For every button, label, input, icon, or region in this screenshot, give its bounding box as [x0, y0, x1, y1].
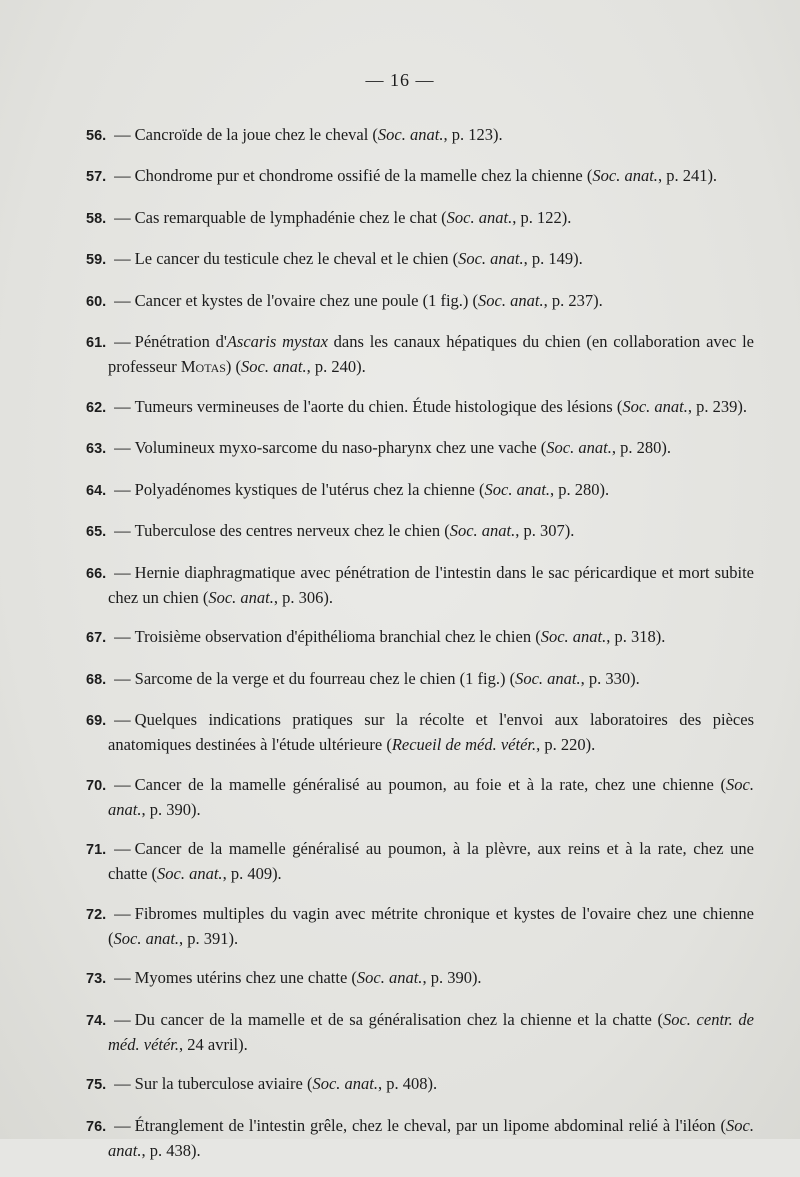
entry-number: 66.: [86, 565, 107, 582]
bibliography-entry: [86, 478, 754, 503]
entry-citation-italic: Soc. anat.: [377, 124, 444, 144]
bibliography-entry: [86, 708, 754, 756]
entry-citation-italic: Soc. anat.: [458, 249, 524, 268]
entry-text: , p. 280).: [611, 438, 671, 457]
entry-dash: —: [114, 166, 131, 185]
entry-citation-italic: Soc. anat.: [622, 396, 688, 416]
entry-text: , p. 409).: [222, 864, 282, 883]
entry-text: , p. 239).: [687, 396, 747, 416]
entry-number: 62.: [86, 399, 107, 416]
entry-citation-italic: Soc. anat.: [592, 166, 658, 185]
bibliography-entry: [86, 837, 754, 885]
entry-text: , 24 avril).: [179, 1034, 248, 1054]
entry-text: Troisième observation d'épithélioma branchial chez le chien (: [134, 627, 541, 646]
bibliography-entry: [86, 123, 754, 148]
entry-citation-italic: Soc. anat.: [108, 1115, 754, 1160]
entry-text: , p. 122).: [512, 207, 572, 227]
entry-number: 72.: [86, 906, 107, 923]
entry-citation-italic: Soc. anat.: [208, 587, 274, 607]
bibliography-entry: [86, 902, 754, 950]
entry-number: 74.: [86, 1012, 107, 1029]
entry-text: , p. 438).: [141, 1140, 201, 1160]
entry-text: , p. 408).: [377, 1074, 438, 1093]
entry-number: 61.: [86, 335, 107, 351]
entry-citation-italic: Soc. anat.: [113, 928, 180, 948]
entry-dash: —: [114, 839, 131, 858]
entry-number: 70.: [86, 777, 107, 794]
bibliography-entry: [86, 247, 754, 272]
entry-text: Fibromes multiples du vagin avec métrite chronique et kystes de l'ovaire chez une chienne (: [108, 903, 754, 948]
bibliography-entry: [86, 330, 754, 378]
entry-number: 60.: [86, 293, 107, 310]
entry-number: 71.: [86, 842, 107, 858]
bibliography-entry: [86, 773, 754, 821]
entry-number: 63.: [86, 441, 107, 457]
entry-text: Hernie diaphragmatique avec pénétration de l'intestin dans le sac péricardique et mort subite chez un chien (: [108, 562, 754, 607]
entry-dash: —: [114, 521, 131, 540]
entry-text: , p. 149).: [523, 249, 583, 268]
entry-dash: —: [114, 668, 131, 688]
entry-number: 64.: [86, 482, 107, 499]
entry-text: , p. 391).: [179, 928, 239, 948]
entry-citation-italic: Soc. anat.: [449, 521, 516, 540]
entry-number: 76.: [86, 1118, 107, 1135]
entry-text: Le cancer du testicule chez le cheval et le chien (: [134, 249, 459, 268]
entry-text: Étranglement de l'intestin grêle, chez le cheval, par un lipome abdominal relié à l'iléon (: [134, 1115, 727, 1135]
entry-citation-italic: Soc. anat.: [241, 357, 307, 376]
entry-text: Tuberculose des centres nerveux chez le chien (: [134, 521, 450, 540]
entry-dash: —: [114, 627, 131, 646]
entry-number: 68.: [86, 671, 107, 688]
entry-text: dans les canaux hépatiques du chien (en collaboration avec le professeur: [108, 332, 754, 376]
entry-text: Cancer de la mamelle généralisé au poumon, au foie et à la rate, chez une chienne (: [134, 774, 727, 794]
entry-citation-italic: Soc. anat.: [478, 290, 544, 310]
bibliography-entry: [86, 206, 754, 231]
entry-text: , p. 220).: [536, 735, 596, 754]
entry-text: Pénétration d': [134, 332, 227, 351]
bibliography-list: [86, 106, 754, 1177]
entry-dash: —: [114, 562, 131, 582]
entry-text: , p. 390).: [422, 968, 482, 987]
entry-dash: —: [114, 438, 131, 457]
entry-dash: —: [114, 968, 131, 987]
bibliography-entry: [86, 436, 754, 461]
entry-citation-italic: Soc. anat.: [108, 774, 754, 819]
entry-text: Polyadénomes kystiques de l'utérus chez la chienne (: [134, 479, 485, 499]
entry-dash: —: [114, 1074, 131, 1093]
entry-text: , p. 318).: [606, 627, 666, 646]
entry-citation-italic: Soc. anat.: [446, 207, 513, 227]
entry-number: 69.: [86, 713, 107, 729]
entry-dash: —: [114, 249, 131, 268]
entry-author-smallcaps: Motas: [180, 357, 226, 376]
entry-dash: —: [114, 1115, 131, 1135]
entry-text: Du cancer de la mamelle et de sa généralisation chez la chienne et la chatte (: [134, 1009, 663, 1029]
entry-text: Sur la tuberculose aviaire (: [134, 1074, 313, 1093]
entry-citation-italic: Soc. anat.: [546, 438, 612, 457]
entry-text: , p. 241).: [657, 166, 718, 185]
entry-citation-italic: Soc. anat.: [356, 968, 423, 987]
bibliography-entry: [86, 1072, 754, 1097]
bibliography-entry: [86, 1008, 754, 1056]
entry-number: 65.: [86, 524, 107, 540]
entry-number: 56.: [86, 127, 107, 144]
entry-citation-italic: Soc. anat.: [157, 864, 223, 883]
entry-text: Cancer de la mamelle généralisé au poumon, à la plèvre, aux reins et à la rate, chez une chatte (: [108, 839, 754, 883]
entry-number: 58.: [86, 210, 107, 227]
bibliography-entry: [86, 625, 754, 650]
entry-text: , p. 330).: [580, 668, 640, 688]
entry-number: 59.: [86, 252, 107, 268]
entry-text: Cancroïde de la joue chez le cheval (: [134, 124, 378, 144]
entry-text: , p. 390).: [141, 799, 201, 819]
entry-text: , p. 306).: [273, 587, 333, 607]
entry-dash: —: [114, 1009, 131, 1029]
entry-text: Quelques indications pratiques sur la récolte et l'envoi aux laboratoires des pièces anatomiques destinées à l'étude ultérieure (: [108, 710, 754, 754]
entry-citation-italic: Soc. anat.: [540, 627, 607, 646]
entry-citation-italic: Ascaris mystax: [226, 332, 328, 351]
bibliography-entry: [86, 667, 754, 692]
entry-citation-italic: Soc. centr. de méd. vétér.: [108, 1009, 754, 1054]
entry-dash: —: [114, 124, 131, 144]
entry-dash: —: [114, 207, 131, 227]
bibliography-entry: [86, 1114, 754, 1162]
entry-dash: —: [114, 396, 131, 416]
entry-citation-italic: Recueil de méd. vétér.: [391, 735, 537, 754]
page-number: — 16 —: [365, 70, 435, 90]
entry-dash: —: [114, 290, 131, 310]
entry-citation-italic: Soc. anat.: [515, 668, 581, 688]
entry-citation-italic: Soc. anat.: [312, 1074, 378, 1093]
entry-text: Chondrome pur et chondrome ossifié de la mamelle chez la chienne (: [134, 166, 593, 185]
entry-text: ) (: [225, 357, 242, 376]
entry-number: 67.: [86, 630, 107, 646]
bibliography-entry: [86, 289, 754, 314]
entry-text: Volumineux myxo-sarcome du naso-pharynx chez une vache (: [134, 438, 547, 457]
entry-number: 57.: [86, 169, 107, 185]
entry-dash: —: [114, 710, 131, 729]
bibliography-entry: [86, 395, 754, 420]
entry-dash: —: [114, 479, 131, 499]
entry-dash: —: [114, 332, 131, 351]
bibliography-entry: [86, 519, 754, 544]
entry-dash: —: [114, 903, 131, 923]
bibliography-entry: [86, 966, 754, 991]
entry-number: 75.: [86, 1077, 107, 1093]
entry-text: , p. 307).: [515, 521, 575, 540]
entry-text: Cancer et kystes de l'ovaire chez une poule (1 fig.) (: [134, 290, 479, 310]
entry-dash: —: [114, 774, 131, 794]
entry-text: Cas remarquable de lymphadénie chez le chat (: [134, 207, 447, 227]
entry-text: Tumeurs vermineuses de l'aorte du chien. Étude histologique des lésions (: [134, 396, 623, 416]
entry-text: Sarcome de la verge et du fourreau chez le chien (1 fig.) (: [134, 668, 516, 688]
entry-text: , p. 280).: [550, 479, 610, 499]
entry-text: , p. 237).: [543, 290, 603, 310]
bibliography-entry: [86, 561, 754, 609]
entry-citation-italic: Soc. anat.: [484, 479, 551, 499]
entry-text: , p. 240).: [306, 357, 366, 376]
bibliography-entry: [86, 164, 754, 189]
entry-text: Myomes utérins chez une chatte (: [134, 968, 357, 987]
entry-number: 73.: [86, 971, 107, 987]
entry-text: , p. 123).: [443, 124, 503, 144]
